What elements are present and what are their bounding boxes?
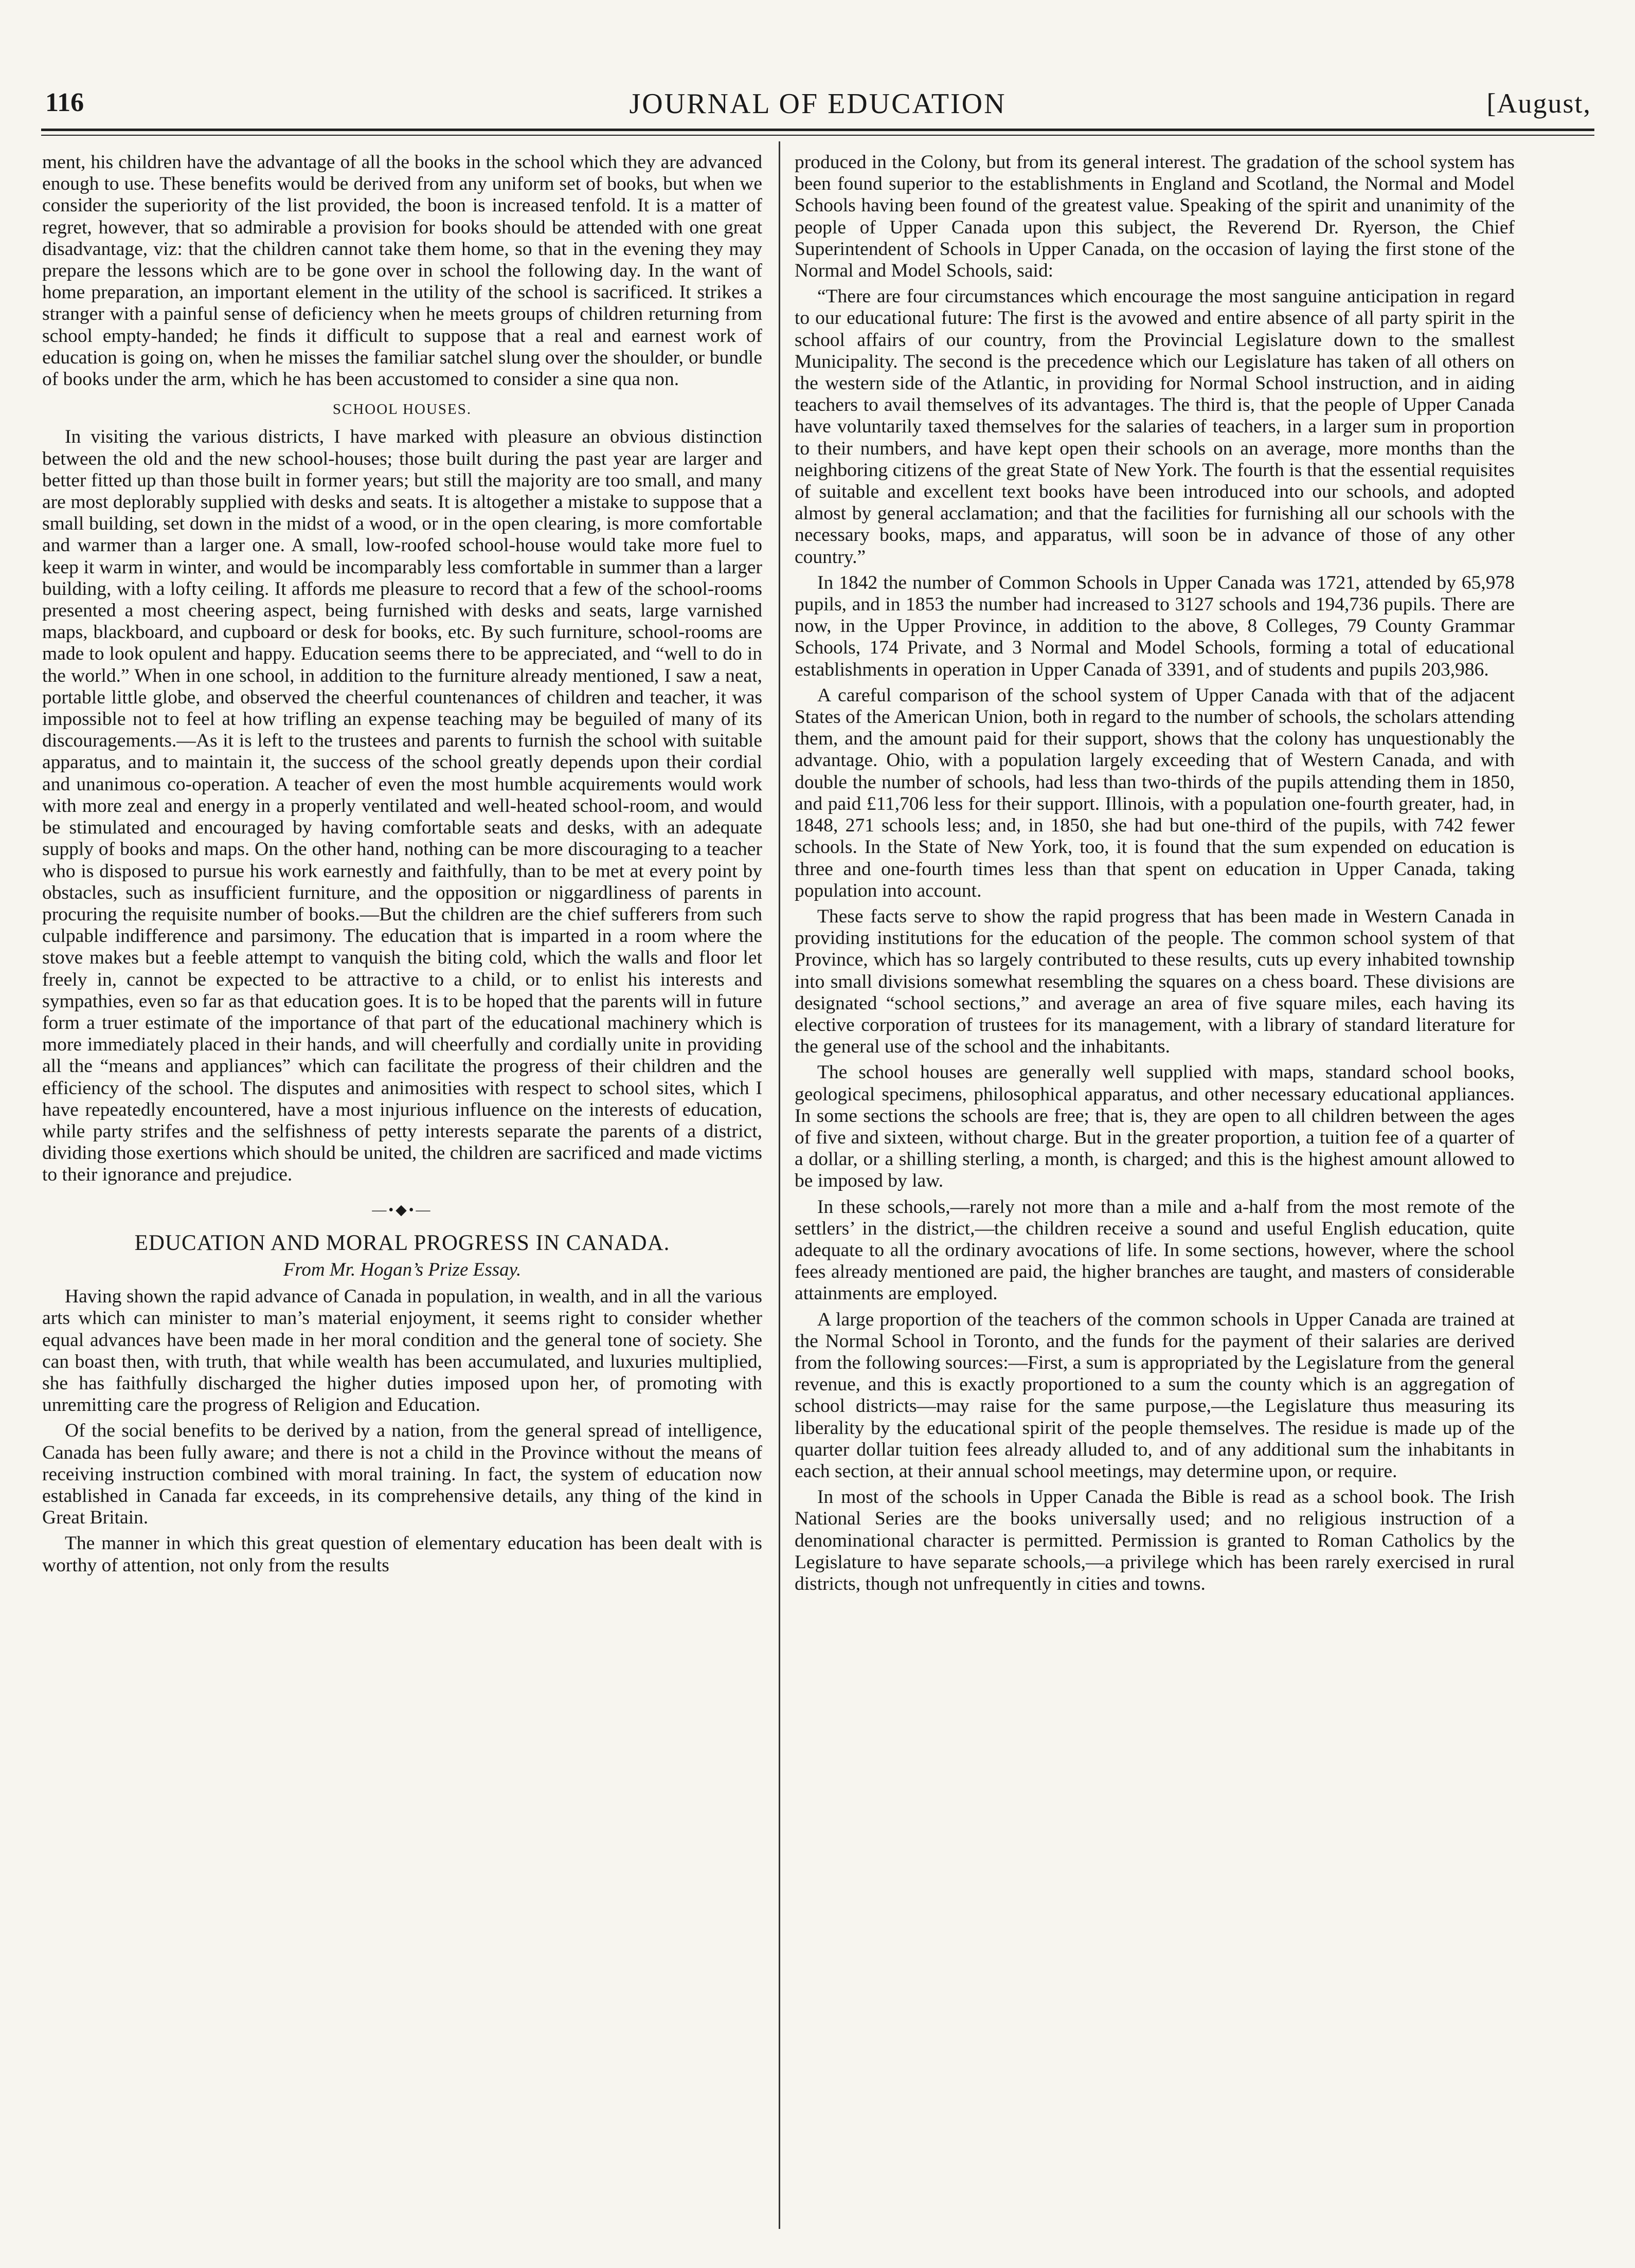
section-subheading: SCHOOL HOUSES. xyxy=(332,401,472,418)
article-subtitle: From Mr. Hogan’s Prize Essay. xyxy=(283,1259,522,1280)
page-number: 116 xyxy=(45,88,84,117)
header-rule-thick xyxy=(41,129,1594,131)
paragraph: Of the social benefits to be derived by a nation, from the general spread of intelligence, Canada has been fully aware; and there is not a child in the Province without the means of receiving instruction combined with moral training. In fact, the system of education now established in Canada far exceeds, in its comprehensive details, any thing of the kind in Great Britain. xyxy=(42,1420,762,1529)
paragraph: A large proportion of the teachers of the common schools in Upper Canada are trained at the Normal School in Toronto, and the funds for the payment of their salaries are derived from the following sources:—First, a sum is appropriated by the Legislature from the general revenue, and this is exactly proportioned to a sum the county which is an aggregation of school districts—may raise for the same purpose,—the Legislature thus measuring its liberality by the educational spirit of the people themselves. The residue is made up of the quarter dollar tuition fees already alluded to, and of any additional sum the inhabitants in each section, at their annual school meetings, may determine upon, or require. xyxy=(795,1309,1515,1482)
quotation-paragraph: “There are four circumstances which encourage the most sanguine anticipation in regard to our educational future: The first is the avowed and entire absence of all party spirit in the school affairs of our country, from the Provincial Legislature down to the smallest Municipality. The second is the precedence which our Legislature has taken of all others on the western side of the Atlantic, in providing for Normal School instruction, and in aiding teachers to avail themselves of its advantages. The third is, that the people of Upper Canada have voluntarily taxed themselves for the salaries of teachers, in a larger sum in proportion to their numbers, and have kept open their schools on an average, more months than the neighboring citizens of the great State of New York. The fourth is that the essential requisites of suitable and excellent text books have been introduced into our schools, and adopted almost by general acclamation; and that the facilities for furnishing all our schools with the necessary books, maps, and apparatus, will soon be in advance of those of any other country.” xyxy=(795,286,1515,568)
paragraph: These facts serve to show the rapid progress that has been made in Western Canada in providing institutions for the education of the people. The common school system of that Province, which has so largely contributed to these results, cuts up every inhabited township into small divisions somewhat resembling the squares on a chess board. These divisions are designated “school sections,” and average an area of five square miles, each having its elective corporation of trustees for its management, with a library of standard literature for the general use of the school and the inhabitants. xyxy=(795,905,1515,1058)
paragraph: The manner in which this great question of elementary education has been dealt with is worthy of attention, not only from the results xyxy=(42,1533,762,1576)
right-column xyxy=(795,152,1515,1599)
issue-month: [August, xyxy=(1486,88,1591,119)
paragraph: ment, his children have the advantage of all the books in the school which they are advanced enough to use. These benefits would be derived from any uniform set of books, but when we consider the superiority of the list provided, the boon is increased tenfold. It is a matter of regret, however, that so admirable a provision for books should be attended with one great disadvantage, viz: that the children cannot take them home, so that in the evening they may prepare the lessons which are to be gone over in school the following day. In the want of home preparation, an important element in the utility of the school is sacrificed. It strikes a stranger with a painful sense of deficiency when he meets groups of children returning from school empty-handed; he finds it difficult to suppose that a real and earnest work of education is going on, when he misses the familiar satchel slung over the shoulder, or bundle of books under the arm, which he has been accustomed to consider a sine qua non. xyxy=(42,152,762,390)
paragraph: The school houses are generally well supplied with maps, standard school books, geological specimens, philosophical apparatus, and other necessary educational appliances. In some sections the schools are free; that is, they are open to all children between the ages of five and sixteen, without charge. But in the greater proportion, a tuition fee of a quarter of a dollar, or a shilling sterling, a month, is charged; and this is the highest amount allowed to be imposed by law. xyxy=(795,1062,1515,1192)
left-column xyxy=(42,152,762,1581)
paragraph: In visiting the various districts, I have marked with pleasure an obvious distinction between the old and the new school-houses; those built during the past year are larger and better fitted up than those built in former years; but still the majority are too small, and many are most deplorably supplied with desks and seats. It is altogether a mistake to suppose that a small building, set down in the midst of a wood, or in the open clearing, is more comfortable and warmer than a larger one. A small, low-roofed school-house would take more fuel to keep it warm in winter, and would be incomparably less comfortable in summer than a larger building, with a lofty ceiling. It affords me pleasure to record that a few of the school-rooms presented a most cheering aspect, being furnished with desks and seats, large varnished maps, blackboard, and cupboard or desk for books, etc. By such furniture, school-rooms are made to look opulent and happy. Education seems there to be appreciated, and “well to do in the world.” When in one school, in addition to the furniture already mentioned, I saw a neat, portable little globe, and observed the cheerful countenances of children and teacher, it was impossible not to feel at how trifling an expense teaching may be beguiled of many of its discouragements.—As it is left to the trustees and parents to furnish the school with suitable apparatus, and to maintain it, the success of the school greatly depends upon their cordial and unanimous co-operation. A teacher of even the most humble acquirements would work with more zeal and energy in a properly ventilated and well-heated school-room, and would be stimulated and encouraged by having comfortable seats and desks, with an adequate supply of books and maps. On the other hand, nothing can be more discouraging to a teacher who is disposed to pursue his work earnestly and faithfully, than to be met at every point by obstacles, such as insufficient furniture, and the opposition or niggardliness of parents in procuring the requisite number of books.—But the children are the chief sufferers from such culpable indifference and parsimony. The education that is imparted in a room where the stove makes but a feeble attempt to vanquish the biting cold, which the walls and floor let freely in, cannot be expected to be attractive to a child, or to enlist his interests and sympathies, even so far as that education goes. It is to be hoped that the parents will in future form a truer estimate of the importance of that part of the educational machinery which is more immediately placed in their hands, and will cheerfully and cordially unite in providing all the “means and appliances” which can facilitate the progress of their children and the efficiency of the school. The disputes and animosities with respect to school sites, which I have repeatedly encountered, have a most injurious influence on the interests of education, while party strifes and the selfishness of petty interests separate the parents of a district, dividing those exertions which should be united, the children are sacrificed and made victims to their ignorance and prejudice. xyxy=(42,426,762,1186)
page-header xyxy=(41,82,1594,123)
paragraph: In these schools,—rarely not more than a mile and a-half from the most remote of the settlers’ in the district,—the children receive a sound and useful English education, quite adequate to all the ordinary avocations of life. In some sections, however, where the school fees already mentioned are paid, the higher branches are taught, and masters of considerable attainments are employed. xyxy=(795,1196,1515,1304)
paragraph: In most of the schools in Upper Canada the Bible is read as a school book. The Irish National Series are the books universally used; and no religious instruction of a denominational character is permitted. Permission is granted to Roman Catholics by the Legislature to have separate schools,—a privilege which has been rarely exercised in rural districts, though not unfrequently in cities and towns. xyxy=(795,1486,1515,1594)
paragraph: In 1842 the number of Common Schools in Upper Canada was 1721, attended by 65,978 pupils, and in 1853 the number had increased to 3127 schools and 194,736 pupils. There are now, in the Upper Province, in addition to the above, 8 Colleges, 79 County Grammar Schools, 174 Private, and 3 Normal and Model Schools, forming a total of educational establishments in operation in Upper Canada of 3391, and of students and pupils 203,986. xyxy=(795,572,1515,680)
header-rule-thin xyxy=(41,135,1594,136)
paragraph: A careful comparison of the school system of Upper Canada with that of the adjacent States of the American Union, both in regard to the number of schools, the scholars attending them, and the amount paid for their support, shows that the colony has unquestionably the advantage. Ohio, with a population largely exceeding that of Western Canada, and with double the number of schools, had less than two-thirds of the pupils attending them in 1850, and paid £11,706 less for their support. Illinois, with a population one-fourth greater, had, in 1848, 271 schools less; and, in 1850, she had but one-third of the pupils, with 742 fewer schools. In the State of New York, too, it is found that the sum expended on education is three and one-fourth times less than that spent on education in Upper Canada, taking population into account. xyxy=(795,684,1515,901)
article-title: EDUCATION AND MORAL PROGRESS IN CANADA. xyxy=(134,1230,670,1255)
paragraph: produced in the Colony, but from its general interest. The gradation of the school system has been found superior to the establishments in England and Scotland, the Normal and Model Schools having been found of the greatest value. Speaking of the spirit and unanimity of the people of Upper Canada upon this subject, the Reverend Dr. Ryerson, the Chief Superintendent of Schools in Upper Canada, on the occasion of laying the first stone of the Normal and Model Schools, said: xyxy=(795,152,1515,282)
paragraph: Having shown the rapid advance of Canada in population, in wealth, and in all the various arts which can minister to man’s material enjoyment, it seems right to consider whether equal advances have been made in her moral condition and the general tone of society. She can boast then, with truth, that while wealth has been accumulated, and luxuries multiplied, she has faithfully discharged the higher duties imposed upon her, of promoting with unremitting care the progress of Religion and Education. xyxy=(42,1286,762,1416)
column-divider xyxy=(779,141,780,2229)
journal-title: JOURNAL OF EDUCATION xyxy=(629,88,1007,120)
section-ornament: —•◆•— xyxy=(372,1202,433,1218)
